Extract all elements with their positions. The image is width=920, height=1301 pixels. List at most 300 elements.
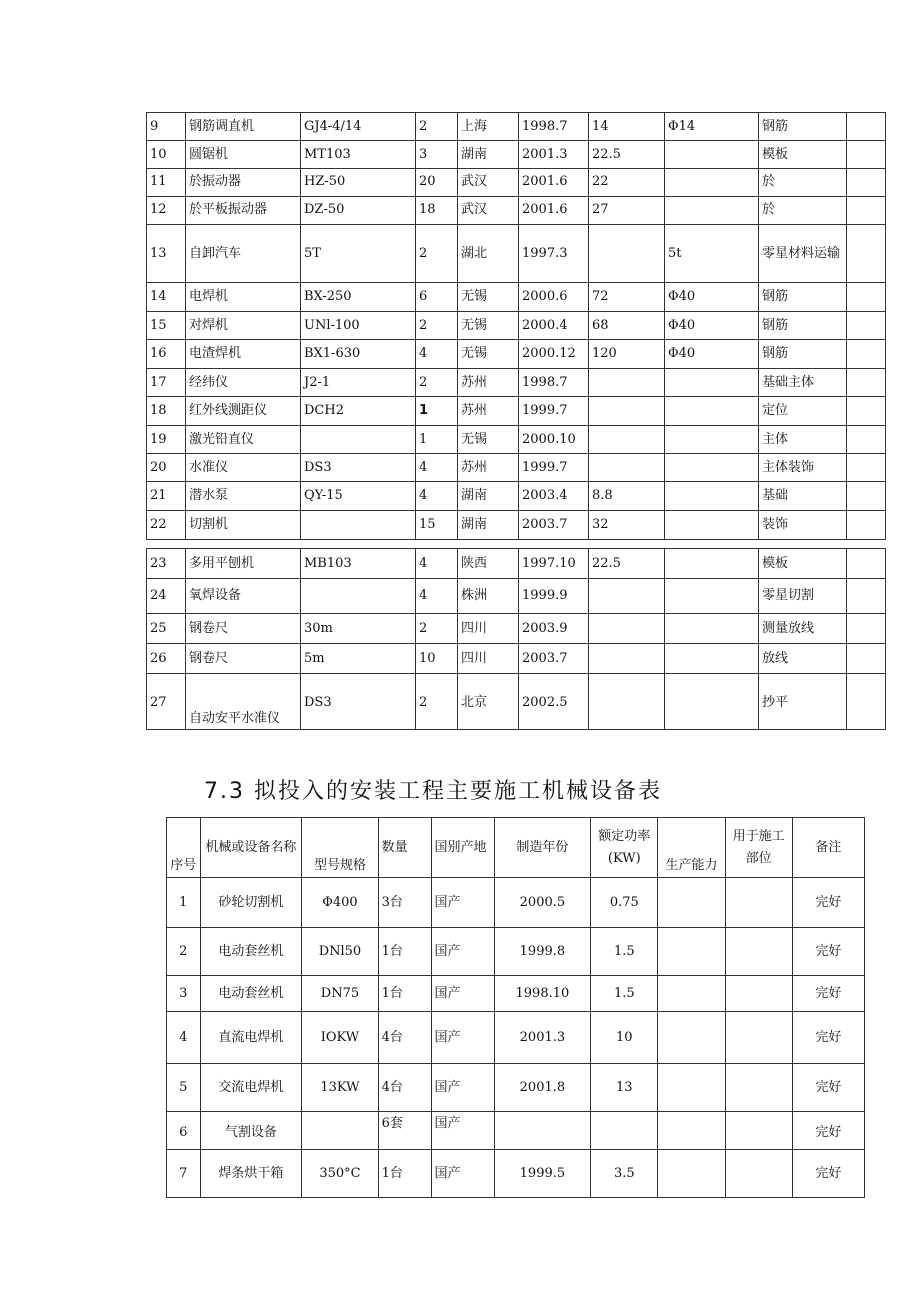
cell-year: 1999.7 — [519, 454, 589, 482]
header-origin: 国别产地 — [431, 818, 494, 878]
cell-name: 电渣焊机 — [186, 340, 301, 369]
cell-origin: 无锡 — [458, 283, 519, 312]
cell-year: 2003.7 — [519, 644, 589, 674]
cell-qty: 1台 — [378, 976, 431, 1012]
cell-no: 26 — [147, 644, 186, 674]
table-row — [147, 113, 886, 141]
cell-capacity — [665, 197, 759, 225]
cell-model — [301, 511, 416, 540]
cell-power: 14 — [589, 113, 665, 141]
header-name: 机械或设备名称 — [200, 818, 302, 878]
table-row — [147, 197, 886, 225]
cell-capacity — [665, 426, 759, 454]
cell-qty: 3台 — [378, 878, 431, 928]
table-row — [167, 878, 865, 928]
cell-qty: 6 — [416, 283, 458, 312]
cell-name: 激光铅直仪 — [186, 426, 301, 454]
cell-year: 2001.3 — [494, 1012, 591, 1064]
cell-name: 红外线测距仪 — [186, 397, 301, 426]
cell-origin: 北京 — [458, 674, 519, 730]
cell-capacity — [665, 579, 759, 614]
table-row — [147, 169, 886, 197]
cell-qty: 1 — [416, 426, 458, 454]
equipment-table-continued-2 — [146, 548, 886, 730]
cell-origin: 四川 — [458, 644, 519, 674]
cell-name: 多用平刨机 — [186, 549, 301, 579]
cell-name: 钢卷尺 — [186, 614, 301, 644]
cell-no: 15 — [147, 312, 186, 340]
cell-name: 於平板振动器 — [186, 197, 301, 225]
cell-year: 2003.7 — [519, 511, 589, 540]
cell-no: 12 — [147, 197, 186, 225]
cell-no: 4 — [167, 1012, 201, 1064]
cell-origin: 苏州 — [458, 454, 519, 482]
table-row — [147, 549, 886, 579]
cell-qty: 4 — [416, 579, 458, 614]
cell-no: 11 — [147, 169, 186, 197]
cell-note: 完好 — [792, 1150, 864, 1198]
cell-name: 钢卷尺 — [186, 644, 301, 674]
table-row — [167, 1112, 865, 1150]
cell-power — [589, 225, 665, 283]
cell-year: 2001.6 — [519, 197, 589, 225]
table-row — [147, 141, 886, 169]
cell-qty: 10 — [416, 644, 458, 674]
cell-note — [847, 283, 886, 312]
cell-use: 主体装饰 — [759, 454, 847, 482]
cell-power: 0.75 — [591, 878, 658, 928]
cell-year: 2002.5 — [519, 674, 589, 730]
cell-use: 模板 — [759, 549, 847, 579]
cell-use: 钢筋 — [759, 283, 847, 312]
cell-year: 1999.9 — [519, 579, 589, 614]
cell-power — [589, 644, 665, 674]
cell-year: 2000.5 — [494, 878, 591, 928]
cell-capacity — [658, 1012, 725, 1064]
table-row — [147, 225, 886, 283]
cell-use — [725, 976, 792, 1012]
cell-note — [847, 644, 886, 674]
cell-year: 1997.3 — [519, 225, 589, 283]
cell-origin: 上海 — [458, 113, 519, 141]
cell-name: 砂轮切割机 — [200, 878, 302, 928]
cell-no: 18 — [147, 397, 186, 426]
cell-note: 完好 — [792, 928, 864, 976]
cell-model: 5T — [301, 225, 416, 283]
cell-origin: 苏州 — [458, 397, 519, 426]
cell-year: 1999.5 — [494, 1150, 591, 1198]
cell-note — [847, 340, 886, 369]
cell-use: 钢筋 — [759, 340, 847, 369]
table-row — [167, 1012, 865, 1064]
table-row — [167, 1064, 865, 1112]
cell-use: 测量放线 — [759, 614, 847, 644]
cell-power: 22.5 — [589, 549, 665, 579]
cell-name: 电焊机 — [186, 283, 301, 312]
cell-use: 钢筋 — [759, 113, 847, 141]
cell-note — [847, 312, 886, 340]
cell-qty: 2 — [416, 674, 458, 730]
table-row — [167, 976, 865, 1012]
cell-year: 2003.9 — [519, 614, 589, 644]
cell-capacity: 5t — [665, 225, 759, 283]
cell-note — [847, 482, 886, 511]
cell-model: 350°C — [302, 1150, 378, 1198]
cell-power: 13 — [591, 1064, 658, 1112]
cell-no: 7 — [167, 1150, 201, 1198]
cell-name: 交流电焊机 — [200, 1064, 302, 1112]
cell-name: 自卸汽车 — [186, 225, 301, 283]
cell-note: 完好 — [792, 1112, 864, 1150]
cell-capacity — [665, 169, 759, 197]
installation-equipment-table — [166, 817, 865, 1198]
cell-origin: 湖南 — [458, 482, 519, 511]
cell-model: DS3 — [301, 674, 416, 730]
cell-capacity — [665, 511, 759, 540]
cell-qty: 4 — [416, 454, 458, 482]
cell-use: 於 — [759, 197, 847, 225]
cell-name: 水准仪 — [186, 454, 301, 482]
cell-year: 1998.7 — [519, 113, 589, 141]
cell-origin: 国产 — [431, 1012, 494, 1064]
cell-note — [847, 579, 886, 614]
cell-origin: 湖北 — [458, 225, 519, 283]
cell-use: 定位 — [759, 397, 847, 426]
cell-capacity — [665, 369, 759, 397]
cell-note — [847, 674, 886, 730]
cell-no: 5 — [167, 1064, 201, 1112]
cell-note — [847, 397, 886, 426]
cell-no: 3 — [167, 976, 201, 1012]
table-row — [147, 312, 886, 340]
cell-qty: 3 — [416, 141, 458, 169]
cell-capacity — [658, 1064, 725, 1112]
table-row — [147, 579, 886, 614]
cell-power: 120 — [589, 340, 665, 369]
cell-model: BX-250 — [301, 283, 416, 312]
cell-note: 完好 — [792, 1012, 864, 1064]
table-row — [147, 454, 886, 482]
table-row — [167, 928, 865, 976]
cell-capacity — [665, 397, 759, 426]
cell-note — [847, 113, 886, 141]
cell-origin: 苏州 — [458, 369, 519, 397]
cell-name: 氧焊设备 — [186, 579, 301, 614]
cell-qty: 2 — [416, 113, 458, 141]
cell-qty: 6套 — [378, 1112, 431, 1150]
cell-power: 3.5 — [591, 1150, 658, 1198]
cell-power — [589, 614, 665, 644]
cell-model: GJ4-4/14 — [301, 113, 416, 141]
cell-power: 32 — [589, 511, 665, 540]
cell-origin: 国产 — [431, 1150, 494, 1198]
cell-model: IOKW — [302, 1012, 378, 1064]
cell-capacity — [658, 1150, 725, 1198]
cell-no: 23 — [147, 549, 186, 579]
cell-qty: 18 — [416, 197, 458, 225]
cell-name: 钢筋调直机 — [186, 113, 301, 141]
cell-capacity — [658, 928, 725, 976]
cell-note: 完好 — [792, 878, 864, 928]
table-row — [147, 482, 886, 511]
cell-power — [589, 426, 665, 454]
cell-note — [847, 549, 886, 579]
cell-model: 30m — [301, 614, 416, 644]
cell-model: MB103 — [301, 549, 416, 579]
cell-note — [847, 369, 886, 397]
cell-no: 14 — [147, 283, 186, 312]
cell-origin: 四川 — [458, 614, 519, 644]
cell-capacity — [658, 1112, 725, 1150]
cell-note — [847, 454, 886, 482]
cell-origin: 国产 — [431, 1112, 494, 1150]
cell-capacity — [658, 878, 725, 928]
cell-capacity — [665, 674, 759, 730]
cell-no: 19 — [147, 426, 186, 454]
cell-name: 经纬仪 — [186, 369, 301, 397]
header-capacity: 生产能力 — [658, 818, 725, 878]
cell-year: 1998.10 — [494, 976, 591, 1012]
cell-power — [589, 397, 665, 426]
table-row — [147, 614, 886, 644]
table-row — [147, 426, 886, 454]
cell-no: 17 — [147, 369, 186, 397]
cell-name: 气割设备 — [200, 1112, 302, 1150]
cell-capacity: Φ40 — [665, 283, 759, 312]
cell-power — [589, 369, 665, 397]
cell-use: 装饰 — [759, 511, 847, 540]
cell-qty: 1台 — [378, 928, 431, 976]
cell-model: J2-1 — [301, 369, 416, 397]
cell-name: 切割机 — [186, 511, 301, 540]
cell-use — [725, 1064, 792, 1112]
cell-power: 22.5 — [589, 141, 665, 169]
cell-year: 2001.6 — [519, 169, 589, 197]
cell-name: 电动套丝机 — [200, 976, 302, 1012]
cell-capacity — [665, 141, 759, 169]
cell-year: 2003.4 — [519, 482, 589, 511]
cell-origin: 无锡 — [458, 426, 519, 454]
cell-origin: 湖南 — [458, 511, 519, 540]
table-row — [147, 397, 886, 426]
cell-qty: 4 — [416, 482, 458, 511]
cell-use — [725, 1112, 792, 1150]
cell-no: 16 — [147, 340, 186, 369]
cell-no: 2 — [167, 928, 201, 976]
cell-no: 6 — [167, 1112, 201, 1150]
header-qty: 数量 — [378, 818, 431, 878]
table-row — [147, 644, 886, 674]
cell-origin: 国产 — [431, 928, 494, 976]
cell-power — [589, 579, 665, 614]
cell-use — [725, 928, 792, 976]
cell-capacity — [665, 614, 759, 644]
equipment-table-continued — [146, 112, 886, 540]
cell-qty: 2 — [416, 312, 458, 340]
cell-no: 20 — [147, 454, 186, 482]
cell-use — [725, 1150, 792, 1198]
cell-note — [847, 169, 886, 197]
header-no: 序号 — [167, 818, 201, 878]
cell-qty: 4台 — [378, 1064, 431, 1112]
cell-name: 潜水泵 — [186, 482, 301, 511]
cell-name: 焊条烘干箱 — [200, 1150, 302, 1198]
cell-model: Φ400 — [302, 878, 378, 928]
cell-qty: 2 — [416, 614, 458, 644]
cell-origin: 湖南 — [458, 141, 519, 169]
cell-origin: 株洲 — [458, 579, 519, 614]
cell-model: 5m — [301, 644, 416, 674]
cell-note — [847, 511, 886, 540]
cell-model: QY-15 — [301, 482, 416, 511]
table-row — [147, 674, 886, 730]
cell-year: 2001.3 — [519, 141, 589, 169]
cell-use: 放线 — [759, 644, 847, 674]
cell-capacity: Φ40 — [665, 340, 759, 369]
cell-year — [494, 1112, 591, 1150]
cell-origin: 国产 — [431, 976, 494, 1012]
cell-power: 10 — [591, 1012, 658, 1064]
table-row — [167, 1150, 865, 1198]
cell-note: 完好 — [792, 976, 864, 1012]
cell-origin: 国产 — [431, 878, 494, 928]
cell-year: 1998.7 — [519, 369, 589, 397]
cell-use: 钢筋 — [759, 312, 847, 340]
cell-power — [589, 454, 665, 482]
section-title: 7.3 拟投入的安装工程主要施工机械设备表 — [204, 779, 662, 804]
cell-no: 24 — [147, 579, 186, 614]
cell-name: 对焊机 — [186, 312, 301, 340]
cell-power: 27 — [589, 197, 665, 225]
cell-qty: 20 — [416, 169, 458, 197]
cell-name: 直流电焊机 — [200, 1012, 302, 1064]
cell-no: 13 — [147, 225, 186, 283]
header-note: 备注 — [792, 818, 864, 878]
cell-model: HZ-50 — [301, 169, 416, 197]
header-power: 额定功率(KW) — [591, 818, 658, 878]
cell-qty: 2 — [416, 225, 458, 283]
cell-note — [847, 141, 886, 169]
cell-origin: 陕西 — [458, 549, 519, 579]
cell-power: 8.8 — [589, 482, 665, 511]
cell-capacity — [658, 976, 725, 1012]
cell-note — [847, 197, 886, 225]
cell-origin: 武汉 — [458, 197, 519, 225]
cell-qty: 1台 — [378, 1150, 431, 1198]
cell-name: 圆锯机 — [186, 141, 301, 169]
cell-use: 零星切割 — [759, 579, 847, 614]
cell-year: 1999.7 — [519, 397, 589, 426]
cell-use — [725, 878, 792, 928]
cell-year: 2000.12 — [519, 340, 589, 369]
cell-note — [847, 426, 886, 454]
cell-model — [301, 426, 416, 454]
cell-model: MT103 — [301, 141, 416, 169]
cell-model: DZ-50 — [301, 197, 416, 225]
cell-model: UNl-100 — [301, 312, 416, 340]
cell-note — [847, 614, 886, 644]
cell-no: 25 — [147, 614, 186, 644]
cell-no: 22 — [147, 511, 186, 540]
cell-name: 电动套丝机 — [200, 928, 302, 976]
cell-use: 主体 — [759, 426, 847, 454]
cell-power: 72 — [589, 283, 665, 312]
cell-power — [589, 674, 665, 730]
cell-model: 13KW — [302, 1064, 378, 1112]
cell-model: DS3 — [301, 454, 416, 482]
cell-no: 1 — [167, 878, 201, 928]
cell-use: 基础 — [759, 482, 847, 511]
cell-origin: 无锡 — [458, 312, 519, 340]
cell-model: DCH2 — [301, 397, 416, 426]
cell-capacity — [665, 549, 759, 579]
cell-model — [302, 1112, 378, 1150]
cell-year: 1999.8 — [494, 928, 591, 976]
cell-origin: 国产 — [431, 1064, 494, 1112]
cell-use: 零星材料运输 — [759, 225, 847, 283]
cell-origin: 武汉 — [458, 169, 519, 197]
cell-capacity — [665, 482, 759, 511]
cell-qty: 4 — [416, 340, 458, 369]
cell-origin: 无锡 — [458, 340, 519, 369]
cell-power — [591, 1112, 658, 1150]
cell-capacity: Φ14 — [665, 113, 759, 141]
cell-year: 2000.6 — [519, 283, 589, 312]
cell-power: 1.5 — [591, 928, 658, 976]
cell-name: 於振动器 — [186, 169, 301, 197]
cell-no: 27 — [147, 674, 186, 730]
table-header-row — [167, 818, 865, 878]
cell-qty: 1 — [416, 397, 458, 426]
header-use: 用于施工部位 — [725, 818, 792, 878]
cell-year: 2000.10 — [519, 426, 589, 454]
cell-use: 模板 — [759, 141, 847, 169]
cell-power: 68 — [589, 312, 665, 340]
table-row — [147, 283, 886, 312]
table-row — [147, 340, 886, 369]
cell-power: 1.5 — [591, 976, 658, 1012]
cell-qty: 4台 — [378, 1012, 431, 1064]
cell-qty: 15 — [416, 511, 458, 540]
cell-model: BX1-630 — [301, 340, 416, 369]
cell-use: 基础主体 — [759, 369, 847, 397]
table-row — [147, 369, 886, 397]
cell-qty: 4 — [416, 549, 458, 579]
cell-no: 10 — [147, 141, 186, 169]
cell-note: 完好 — [792, 1064, 864, 1112]
table-row — [147, 511, 886, 540]
cell-no: 21 — [147, 482, 186, 511]
cell-year: 2001.8 — [494, 1064, 591, 1112]
cell-qty: 2 — [416, 369, 458, 397]
cell-power: 22 — [589, 169, 665, 197]
cell-model: DNl50 — [302, 928, 378, 976]
cell-use: 於 — [759, 169, 847, 197]
cell-capacity — [665, 644, 759, 674]
cell-name: 自动安平水准仪 — [186, 674, 301, 730]
cell-no: 9 — [147, 113, 186, 141]
header-year: 制造年份 — [494, 818, 591, 878]
cell-year: 1997.10 — [519, 549, 589, 579]
cell-use: 抄平 — [759, 674, 847, 730]
cell-capacity: Φ40 — [665, 312, 759, 340]
cell-year: 2000.4 — [519, 312, 589, 340]
cell-model: DN75 — [302, 976, 378, 1012]
cell-capacity — [665, 454, 759, 482]
cell-note — [847, 225, 886, 283]
cell-model — [301, 579, 416, 614]
header-model: 型号规格 — [302, 818, 378, 878]
